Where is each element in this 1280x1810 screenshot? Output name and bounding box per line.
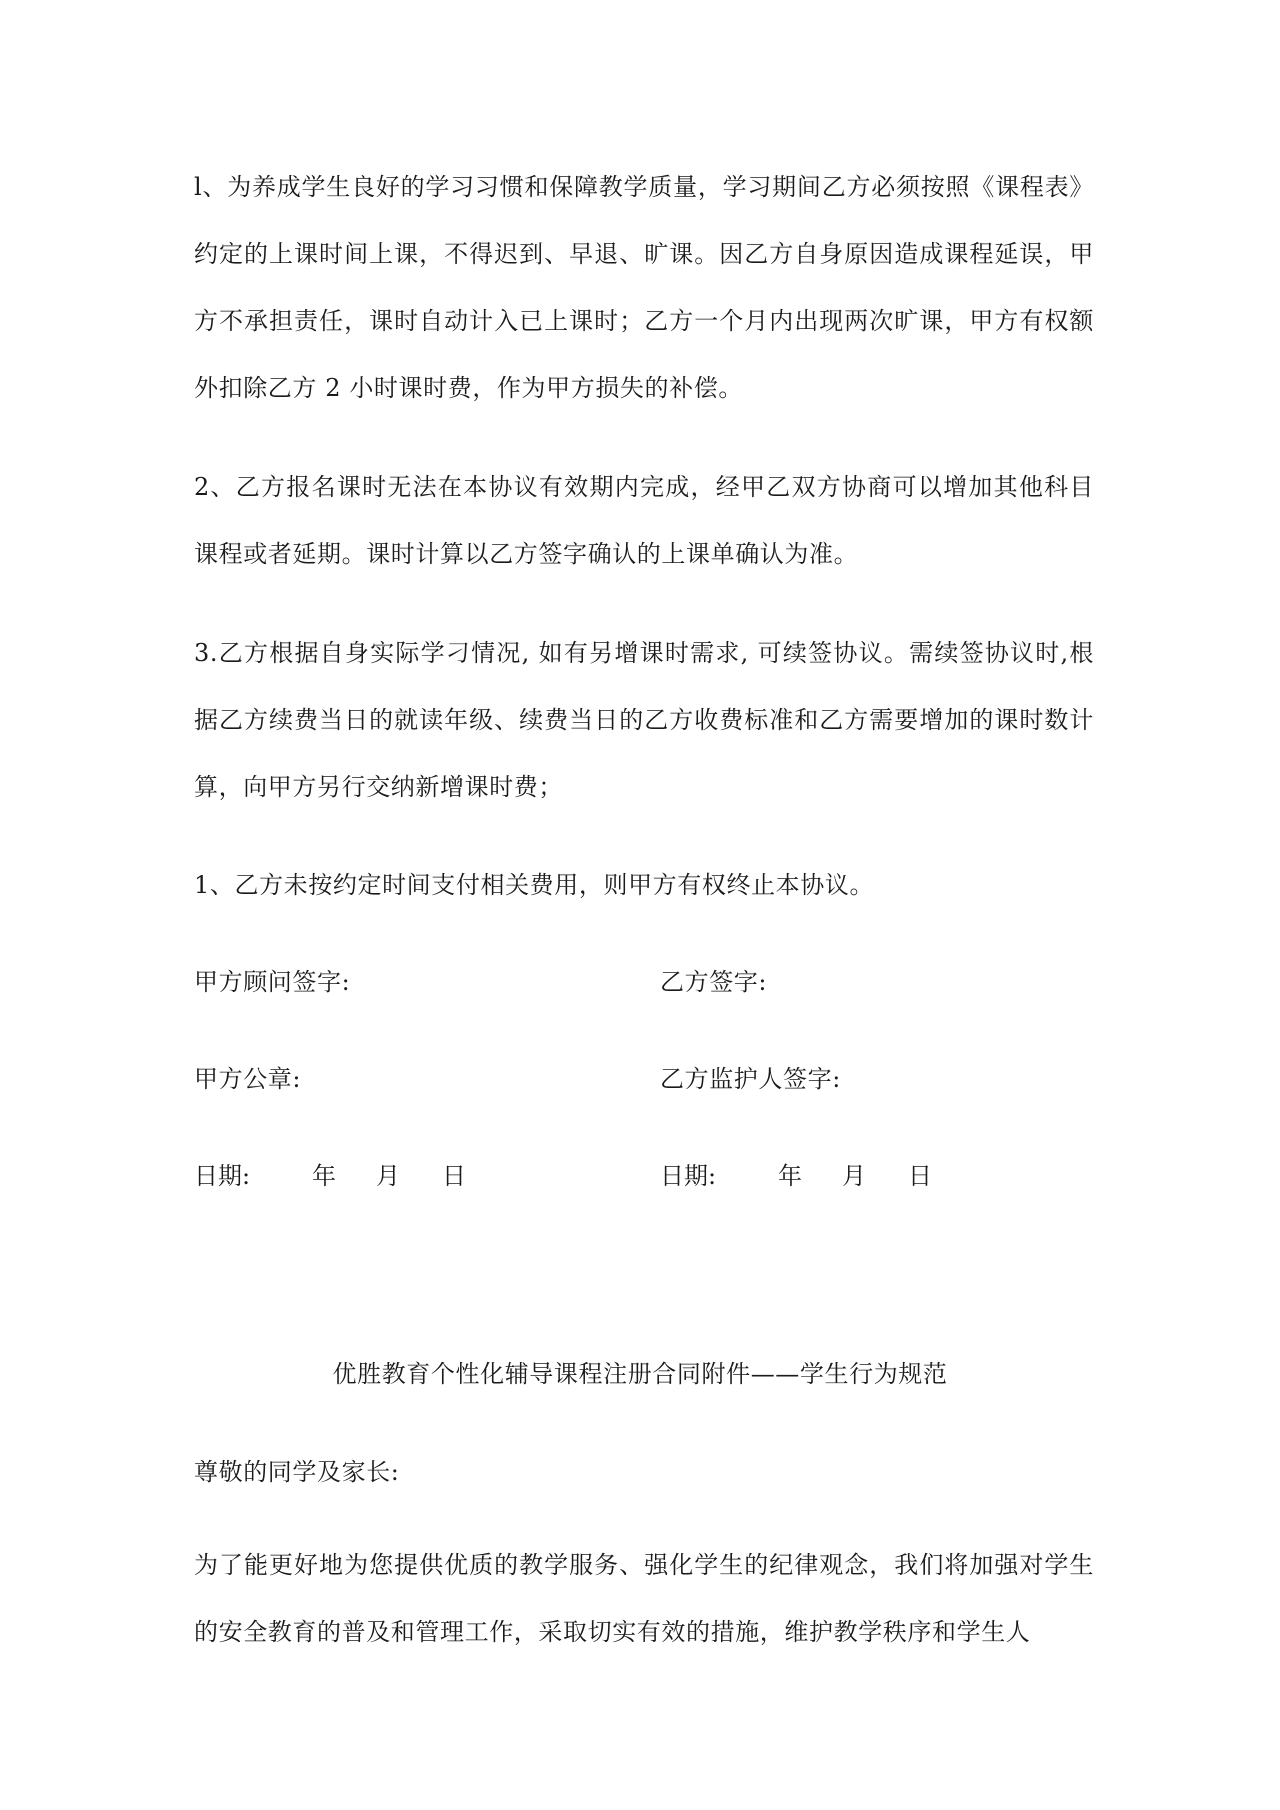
date-year: 年 <box>312 1162 336 1190</box>
date-year: 年 <box>778 1162 802 1190</box>
clause-termination: 1、乙方未按约定时间支付相关费用，则甲方有权终止本协议。 <box>194 871 875 899</box>
clause-extension: 2、乙方报名课时无法在本协议有效期内完成，经甲乙双方协商可以增加其他科目课程或者延期。课时计算以乙方签字确认的上课单确认为准。 <box>194 473 1094 568</box>
party-b-guardian-signature-label: 乙方监护人签字: <box>660 1065 841 1093</box>
date-month: 月 <box>842 1162 866 1190</box>
appendix-title: 优胜教育个性化辅导课程注册合同附件——学生行为规范 <box>332 1360 948 1388</box>
salutation: 尊敬的同学及家长: <box>194 1458 400 1486</box>
party-a-advisor-signature-label: 甲方顾问签字: <box>194 968 351 996</box>
date-month: 月 <box>376 1162 400 1190</box>
appendix-intro: 为了能更好地为您提供优质的教学服务、强化学生的纪律观念，我们将加强对学生的安全教育的普及和管理工作，采取切实有效的措施，维护教学秩序和学生人 <box>194 1551 1094 1646</box>
date-day: 日 <box>442 1162 466 1190</box>
party-b-signature-label: 乙方签字: <box>660 968 768 996</box>
date-label: 日期: <box>194 1162 251 1190</box>
clause-renewal: 3.乙方根据自身实际学刁情况, 如有另增课时需求, 可续签协议。需续签协议时,根据乙方续费当日的就读年级、续费当日的乙方收费标准和乙方需要增加的课时数计算，向甲方另行交纳新增课时费； <box>194 639 1094 801</box>
party-a-seal-label: 甲方公章: <box>194 1065 302 1093</box>
date-label: 日期: <box>660 1162 717 1190</box>
clause-attendance: l、为养成学生良好的学习习惯和保障教学质量，学习期间乙方必须按照《课程表》约定的上课时间上课，不得迟到、早退、旷课。因乙方自身原因造成课程延误，甲方不承担责任，课时自动计入已上课时；乙方一个月内出现两次旷课，甲方有权额外扣除乙方 2 小时课时费，作为甲方损失的补偿。 <box>194 173 1094 402</box>
date-day: 日 <box>908 1162 932 1190</box>
